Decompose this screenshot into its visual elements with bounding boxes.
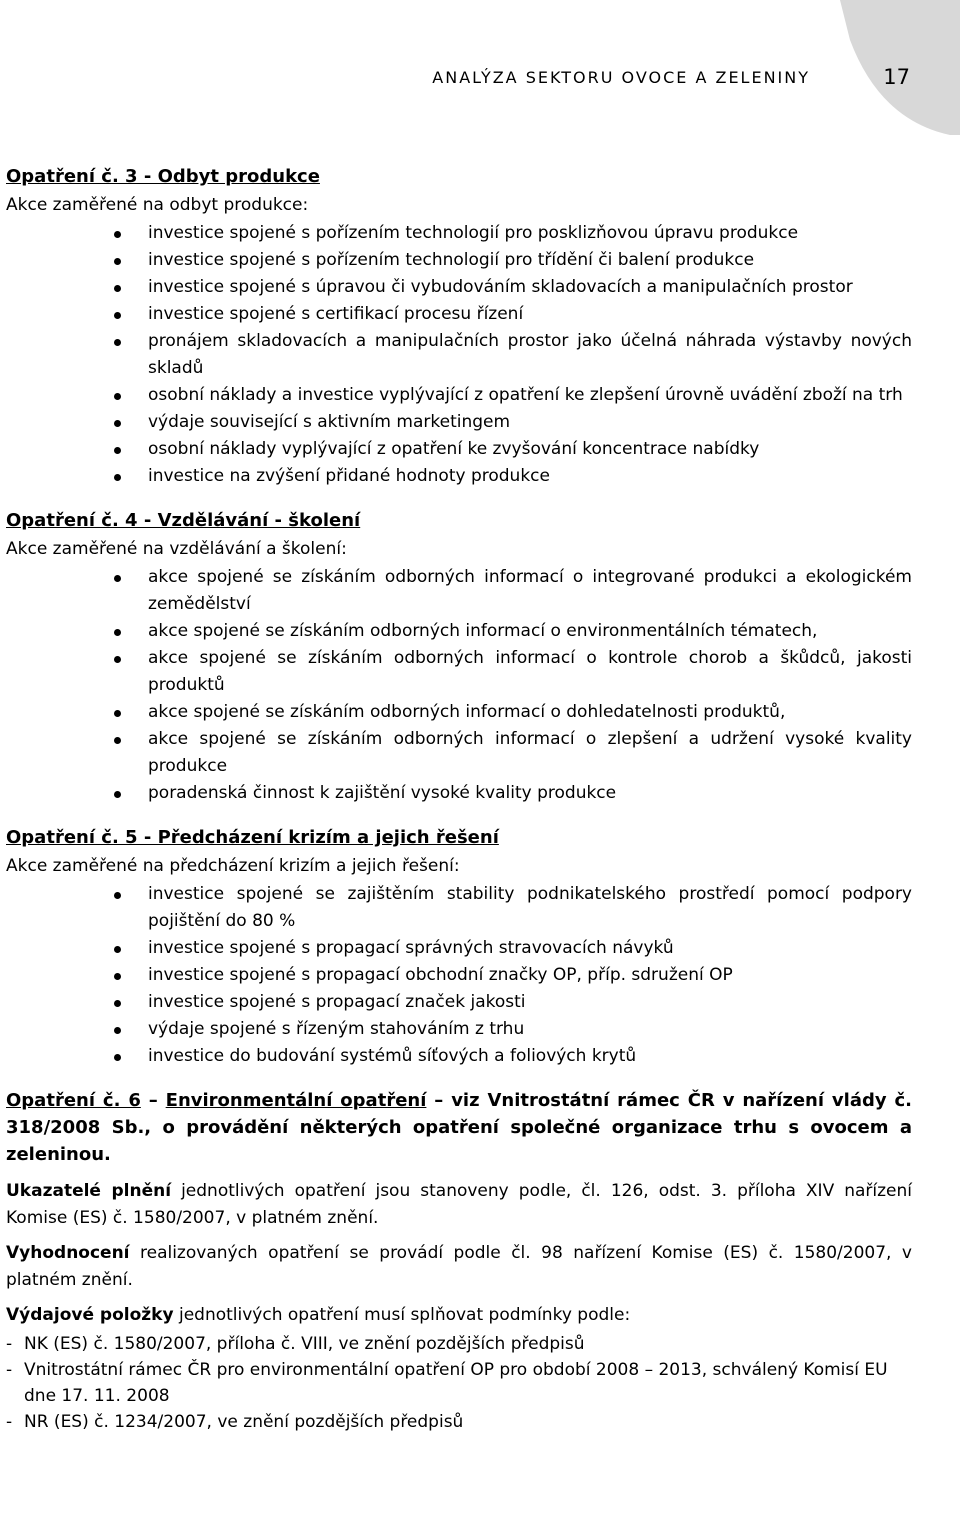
list-item: akce spojené se získáním odborných informací o zlepšení a udržení vysoké kvality produkce bbox=[6, 726, 912, 780]
bullet-icon bbox=[114, 1000, 121, 1007]
section-measure-3 bbox=[6, 163, 912, 490]
bullet-icon bbox=[114, 474, 121, 481]
measure-6-paragraph: Opatření č. 6 – Environmentální opatření – viz Vnitrostátní rámec ČR v nařízení vlády č. 318/2008 Sb., o provádění některých opatření společné organizace trhu s ovocem a zeleninou. bbox=[6, 1090, 912, 1165]
list-item: akce spojené se získáním odborných informací o environmentálních tématech, bbox=[6, 618, 912, 645]
list-item: pronájem skladovacích a manipulačních prostor jako účelná náhrada výstavby nových skladů bbox=[6, 328, 912, 382]
list-item: - Vnitrostátní rámec ČR pro environmentální opatření OP pro období 2008 – 2013, schválený Komisí EU dne 17. 11. 2008 bbox=[6, 1360, 888, 1406]
list-item: - NK (ES) č. 1580/2007, příloha č. VIII, ve znění pozdějších předpisů bbox=[6, 1334, 585, 1354]
page-number: 17 bbox=[883, 65, 910, 89]
indicators-paragraph: Ukazatelé plnění jednotlivých opatření jsou stanoveny podle, čl. 126, odst. 3. příloha XIV nařízení Komise (ES) č. 1580/2007, v platném znění. bbox=[6, 1181, 913, 1228]
list-item: výdaje související s aktivním marketingem bbox=[6, 409, 912, 436]
section-intro: Akce zaměřené na vzdělávání a školení: bbox=[6, 539, 347, 559]
evaluation-paragraph: Vyhodnocení realizovaných opatření se provádí podle čl. 98 nařízení Komise (ES) č. 1580/2007, v platném znění. bbox=[6, 1243, 912, 1290]
bullet-list bbox=[6, 564, 912, 807]
bullet-icon bbox=[114, 791, 121, 798]
bullet-icon bbox=[114, 575, 121, 582]
section-heading: Opatření č. 3 - Odbyt produkce bbox=[6, 166, 320, 187]
list-item: investice spojené s propagací obchodní značky OP, příp. sdružení OP bbox=[6, 962, 912, 989]
section-heading: Opatření č. 4 - Vzdělávání - školení bbox=[6, 510, 361, 531]
bullet-icon bbox=[114, 393, 121, 400]
bullet-icon bbox=[114, 656, 121, 663]
bullet-icon bbox=[114, 710, 121, 717]
list-item: osobní náklady vyplývající z opatření ke zvyšování koncentrace nabídky bbox=[6, 436, 912, 463]
regulation-list bbox=[6, 1331, 912, 1435]
section-measure-5 bbox=[6, 824, 912, 1070]
bullet-icon bbox=[114, 285, 121, 292]
list-item: - NR (ES) č. 1234/2007, ve znění pozdějších předpisů bbox=[6, 1412, 464, 1432]
bullet-icon bbox=[114, 946, 121, 953]
bullet-icon bbox=[114, 231, 121, 238]
page-header bbox=[0, 65, 960, 94]
bullet-icon bbox=[114, 629, 121, 636]
measure-6-label: Opatření č. 6 bbox=[6, 1090, 141, 1111]
list-item: akce spojené se získáním odborných informací o dohledatelnosti produktů, bbox=[6, 699, 912, 726]
list-item: akce spojené se získáním odborných informací o kontrole chorob a škůdců, jakosti produktů bbox=[6, 645, 912, 699]
bullet-icon bbox=[114, 1027, 121, 1034]
bullet-list bbox=[6, 881, 912, 1070]
bullet-icon bbox=[114, 312, 121, 319]
list-item: investice spojené s pořízením technologií pro posklizňovou úpravu produkce bbox=[6, 220, 912, 247]
list-item: investice spojené s propagací značek jakosti bbox=[6, 989, 912, 1016]
section-intro: Akce zaměřené na odbyt produkce: bbox=[6, 195, 309, 215]
document-body bbox=[6, 163, 912, 1435]
bullet-icon bbox=[114, 258, 121, 265]
bullet-list bbox=[6, 220, 912, 490]
list-item: akce spojené se získáním odborných informací o integrované produkci a ekologickém zemědělství bbox=[6, 564, 912, 618]
list-item: výdaje spojené s řízeným stahováním z trhu bbox=[6, 1016, 912, 1043]
header-title: ANALÝZA SEKTORU OVOCE A ZELENINY bbox=[432, 68, 810, 87]
bullet-icon bbox=[114, 973, 121, 980]
list-item: investice spojené s propagací správných stravovacích návyků bbox=[6, 935, 912, 962]
bullet-icon bbox=[114, 1054, 121, 1061]
bullet-icon bbox=[114, 447, 121, 454]
indicators-lead: Ukazatelé plnění bbox=[6, 1181, 172, 1201]
bullet-icon bbox=[114, 892, 121, 899]
list-item: poradenská činnost k zajištění vysoké kvality produkce bbox=[6, 780, 912, 807]
bullet-icon bbox=[114, 420, 121, 427]
expenses-paragraph: Výdajové položky jednotlivých opatření musí splňovat podmínky podle: bbox=[6, 1305, 631, 1325]
expenses-lead: Výdajové položky bbox=[6, 1305, 174, 1325]
list-item: investice spojené s úpravou či vybudováním skladovacích a manipulačních prostor bbox=[6, 274, 912, 301]
bullet-icon bbox=[114, 339, 121, 346]
list-item: investice na zvýšení přidané hodnoty produkce bbox=[6, 463, 912, 490]
list-item: osobní náklady a investice vyplývající z opatření ke zlepšení úrovně uvádění zboží na trh bbox=[6, 382, 912, 409]
evaluation-lead: Vyhodnocení bbox=[6, 1243, 130, 1263]
section-intro: Akce zaměřené na předcházení krizím a jejich řešení: bbox=[6, 856, 460, 876]
section-heading: Opatření č. 5 - Předcházení krizím a jejich řešení bbox=[6, 827, 499, 848]
list-item: investice spojené s pořízením technologií pro třídění či balení produkce bbox=[6, 247, 912, 274]
list-item: investice spojené s certifikací procesu řízení bbox=[6, 301, 912, 328]
section-measure-4 bbox=[6, 507, 912, 807]
list-item: investice do budování systémů síťových a foliových krytů bbox=[6, 1043, 912, 1070]
measure-6-text: – viz Vnitrostátní rámec ČR v nařízení vlády č. 318/2008 Sb., o provádění některých opatření společné organizace trhu s ovocem a zeleninou. bbox=[6, 1090, 912, 1165]
measure-6-title: Environmentální opatření bbox=[165, 1090, 427, 1111]
list-item: investice spojené se zajištěním stability podnikatelského prostředí pomocí podpory pojištění do 80 % bbox=[6, 881, 912, 935]
bullet-icon bbox=[114, 737, 121, 744]
